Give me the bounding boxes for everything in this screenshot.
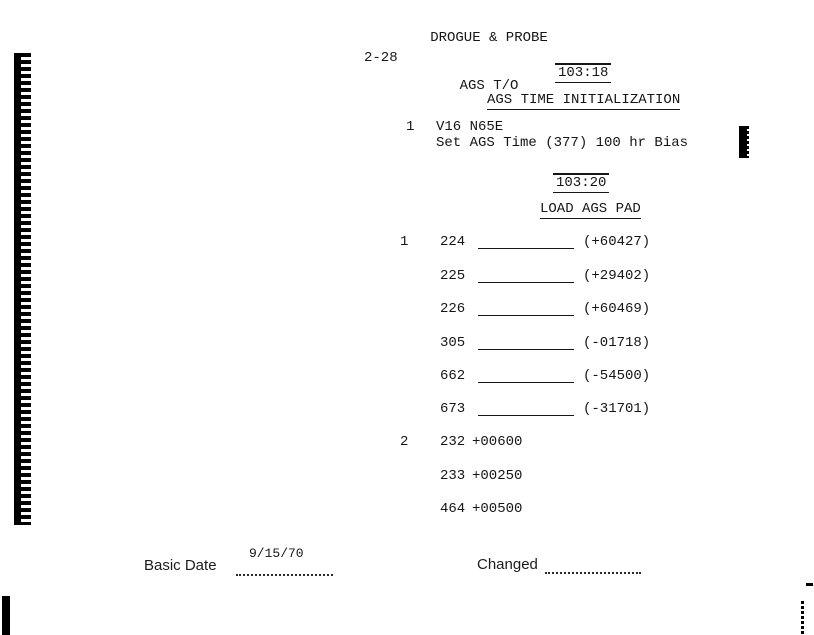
pad-address: 226 (440, 301, 466, 317)
pad-step-number: 2 (400, 434, 409, 450)
basic-date-value: 9/15/70 (249, 546, 304, 561)
time-callout-103-18 (555, 63, 611, 83)
bottom-right-scan-tick (806, 583, 813, 586)
pad-address: 225 (440, 268, 466, 284)
time-value: 103:18 (555, 63, 611, 83)
bottom-left-scan-mark (2, 596, 10, 635)
pad-address: 232 (440, 434, 466, 450)
blank-entry-line (478, 301, 574, 316)
pad-address: 305 (440, 335, 466, 351)
time-value: 103:20 (553, 173, 609, 193)
section-title-ags-time-init: AGS TIME INITIALIZATION (487, 92, 681, 108)
pad-value: +00600 (472, 434, 523, 450)
changed-line (545, 560, 641, 574)
blank-entry-line (478, 234, 574, 249)
pad-address: 662 (440, 368, 466, 384)
step-line-2: Set AGS Time (377) 100 hr Bias (436, 135, 689, 151)
section-title-load-ags-pad: LOAD AGS PAD (540, 201, 641, 217)
pad-value: +00500 (472, 501, 523, 517)
binding-teeth (21, 53, 31, 525)
pad-value: (-01718) (583, 335, 651, 351)
pad-step-number: 1 (400, 234, 409, 250)
pad-value: (+29402) (583, 268, 651, 284)
header-title-line1: DROGUE & PROBE (430, 30, 548, 46)
binding-bar (14, 53, 21, 525)
changed-label: Changed (477, 556, 538, 573)
time-callout-103-20 (553, 173, 609, 193)
step-number: 1 (406, 119, 415, 135)
blank-entry-line (478, 268, 574, 283)
pad-address: 673 (440, 401, 466, 417)
pad-address: 464 (440, 501, 466, 517)
basic-date-line (236, 562, 333, 576)
pad-value: +00250 (472, 468, 523, 484)
pad-value: (+60469) (583, 301, 651, 317)
pad-value: (+60427) (583, 234, 651, 250)
blank-entry-line (478, 335, 574, 350)
blank-entry-line (478, 368, 574, 383)
bottom-right-scan-dash (801, 601, 804, 635)
basic-date-label: Basic Date (144, 557, 217, 574)
pad-address: 224 (440, 234, 466, 250)
blank-entry-line (478, 401, 574, 416)
pad-address: 233 (440, 468, 466, 484)
right-tab-mark (739, 126, 747, 158)
page-number: 2-28 (364, 50, 398, 66)
pad-value: (-31701) (583, 401, 651, 417)
spiral-binding-shadow (14, 53, 31, 525)
pad-value: (-54500) (583, 368, 651, 384)
header-title-line2: AGS T/O (459, 78, 519, 94)
step-line-1: V16 N65E (436, 119, 504, 135)
